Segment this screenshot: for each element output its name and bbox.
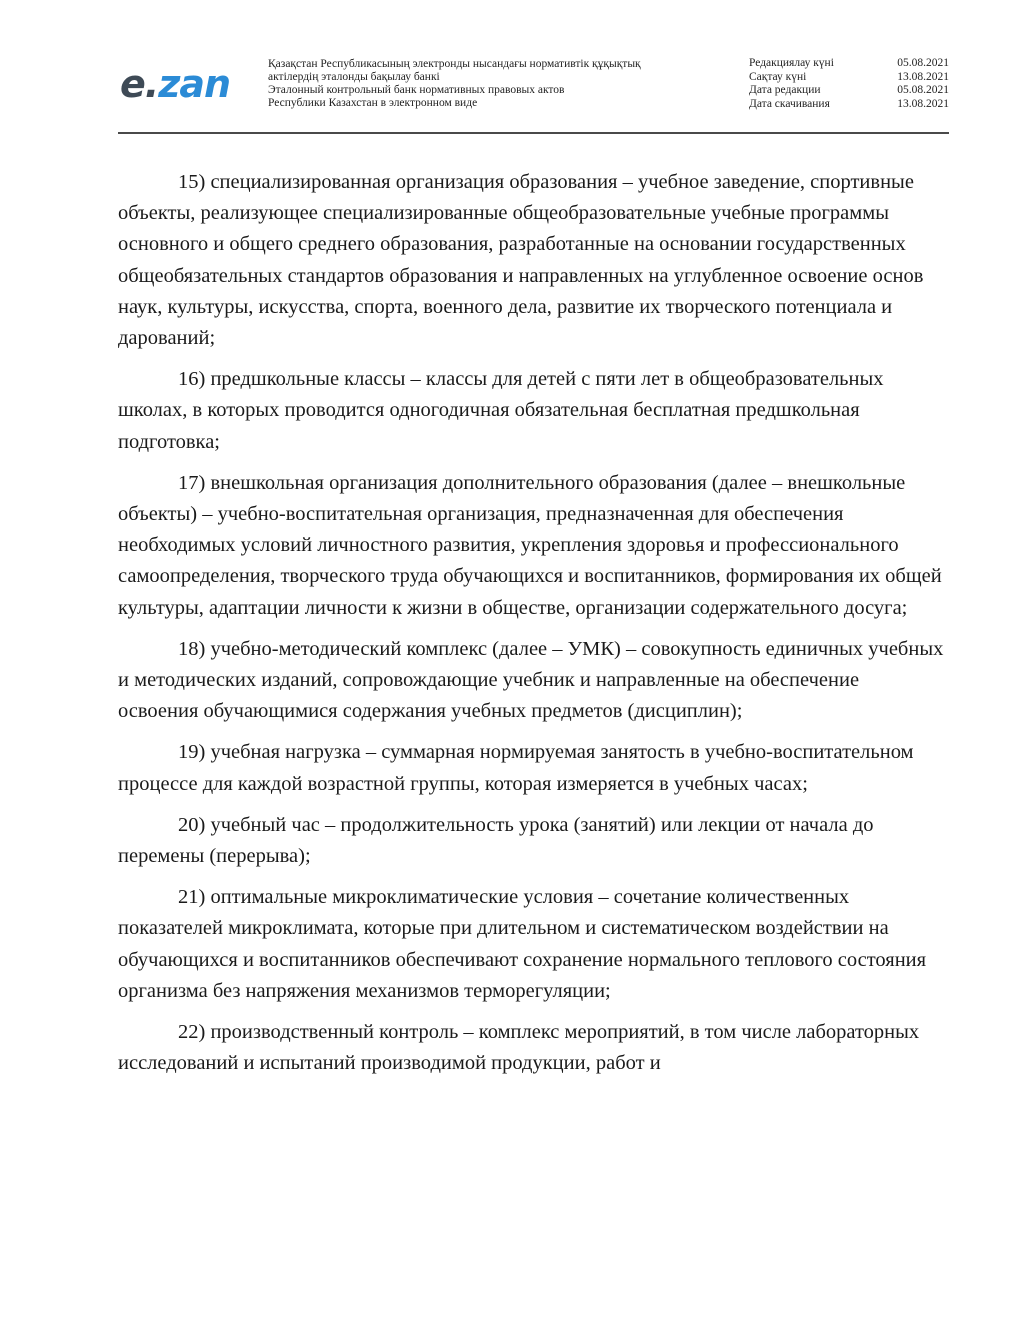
- description-line: Республики Казахстан в электронном виде: [268, 97, 478, 109]
- description-line: Эталонный контрольный банк нормативных правовых актов: [268, 84, 565, 96]
- paragraph-item-16: 16) предшкольные классы – классы для детей с пяти лет в общеобразовательных школах, в которых проводится одногодичная обязательная бесплатная предшкольная подготовка;: [118, 368, 884, 453]
- meta-label: Дата скачивания: [749, 97, 830, 110]
- meta-value: 13.08.2021: [897, 70, 949, 83]
- ezan-logo: e.zan: [120, 62, 231, 106]
- meta-row: [749, 71, 949, 85]
- meta-row: [749, 57, 949, 71]
- date-meta-table: [749, 57, 949, 111]
- meta-value: 13.08.2021: [897, 97, 949, 110]
- paragraph-item-21: 21) оптимальные микроклиматические условия – сочетание количественных показателей микроклимата, которые при длительном и систематическом воздействии на обучающихся и воспитанников обеспечивают сохранение нормального теплового состояния организма без напряжения механизмов терморегуляции;: [118, 886, 927, 1002]
- paragraph-item-15: 15) специализированная организация образования – учебное заведение, спортивные объекты, реализующее специализированные общеобразовательные учебные программы основного и общего среднего образования, разработанные на основании государственных общеобязательных стандартов образования и направленных на углубленное освоение основ наук, культуры, искусства, спорта, военного дела, развитие их творческого потенциала и дарований;: [118, 171, 924, 350]
- header-divider: [118, 132, 949, 134]
- meta-value: 05.08.2021: [897, 57, 949, 69]
- meta-label: Редакциялау күні: [749, 57, 834, 69]
- meta-label: Сақтау күні: [749, 70, 807, 83]
- meta-value: 05.08.2021: [897, 84, 949, 97]
- document-body: [118, 167, 944, 1089]
- meta-row: [749, 84, 949, 98]
- paragraph-item-19: 19) учебная нагрузка – суммарная нормируемая занятость в учебно-воспитательном процессе для каждой возрастной группы, которая измеряется в учебных часах;: [118, 741, 914, 795]
- paragraph-item-17: 17) внешкольная организация дополнительного образования (далее – внешкольные объекты) – учебно-воспитательная организация, предназначенная для обеспечения необходимых условий личностного развития, укрепления здоровья и профессионального самоопределения, творческого труда обучающихся и воспитанников, формирования их общей культуры, адаптации личности к жизни в обществе, организации содержательного досуга;: [118, 471, 942, 619]
- header-description: [268, 58, 718, 110]
- document-header: [118, 52, 949, 134]
- paragraph-item-22: 22) производственный контроль – комплекс мероприятий, в том числе лабораторных исследований и испытаний производимой продукции, работ и: [118, 1021, 920, 1075]
- meta-row: [749, 98, 949, 112]
- paragraph-item-18: 18) учебно-методический комплекс (далее – УМК) – совокупность единичных учебных и методических изданий, сопровождающие учебник и направленные на обеспечение освоения обучающимися содержания учебных предметов (дисциплин);: [118, 637, 944, 723]
- description-line: Қазақстан Республикасының электронды нысандағы нормативтік құқықтық: [268, 58, 641, 70]
- paragraph-item-20: 20) учебный час – продолжительность урока (занятий) или лекции от начала до перемены (перерыва);: [118, 813, 874, 868]
- description-line: актілердің эталонды бақылау банкі: [268, 71, 440, 83]
- meta-label: Дата редакции: [749, 84, 821, 97]
